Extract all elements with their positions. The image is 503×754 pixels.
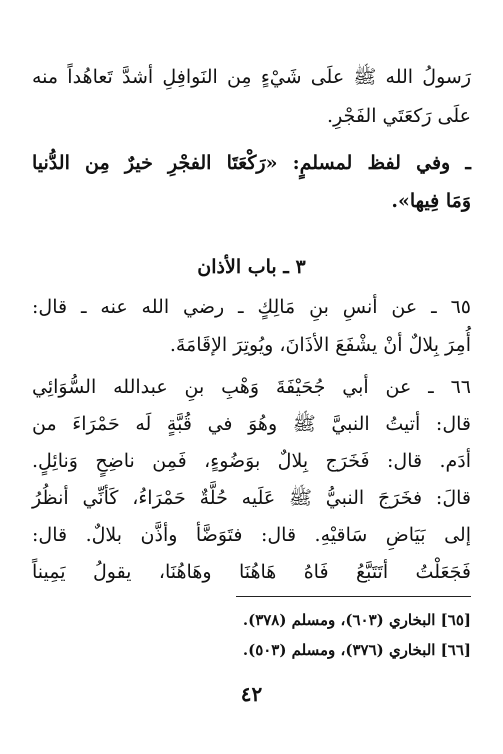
hadith-line: قالَ: فخَرَجَ النبيُّ ﷺ عَلَيه حُلَّةٌ حَمْرَاءُ، كَأنِّي أنظُرُ <box>32 487 471 509</box>
hadith-line: قال: أتيتُ النبيَّ ﷺ وهُوَ في قُبَّةٍ لَه حَمْرَاءَ من <box>32 413 471 435</box>
hadith-line: فَجَعَلْتُ أتَتَبَّعُ فَاهُ هَاهُنَا وهَاهُنَا، يقولُ يَمِيناً <box>32 561 471 583</box>
page-number: ٤٢ <box>240 682 263 706</box>
chapter-heading: ٣ ـ باب الأذان <box>197 256 306 278</box>
footnote-divider <box>236 596 471 597</box>
hadith-line: ٦٦ ـ عن أبي جُحَيْفَةَ وَهْبِ بنِ عبدالله السُّوَائِي <box>32 376 471 398</box>
book-page <box>32 0 471 754</box>
hadith-line: ٦٥ ـ عن أنسِ بنِ مَالِكٍ ـ رضي الله عنه ـ قال: <box>32 296 471 318</box>
text-line: وَمَا فِيها». <box>391 190 471 212</box>
footnote: [٦٦] البخاري (٣٧٦)، ومسلم (٥٠٣). <box>242 641 471 659</box>
hadith-line: إلى بَيَاضِ سَاقيْهِ. قال: فتَوَضَّأ وأذَّن بلالٌ. قال: <box>32 524 471 546</box>
hadith-line: أُمِرَ بِلالٌ أنْ يشْفَعَ الأذَانَ، ويُوتِرَ الإقَامَةَ. <box>169 334 471 356</box>
text-line: ـ وفي لفظ لمسلمٍ: «رَكْعَتَا الفجْرِ خيرٌ مِن الدُّنيا <box>32 152 471 174</box>
hadith-line: أدَم. قال: فَخَرَج بِلالٌ بوَضُوءٍ، فَمِن ناضِحٍ وَنائِلٍ. <box>32 450 472 472</box>
text-line: رَسولُ الله ﷺ علَى شَيْءٍ مِن النَوافِلِ أشدَّ تَعاهُداً منه <box>32 66 471 88</box>
text-line: علَى رَكعَتَي الفَجْرِ. <box>327 105 471 127</box>
footnote: [٦٥] البخاري (٦٠٣)، ومسلم (٣٧٨). <box>242 611 471 629</box>
